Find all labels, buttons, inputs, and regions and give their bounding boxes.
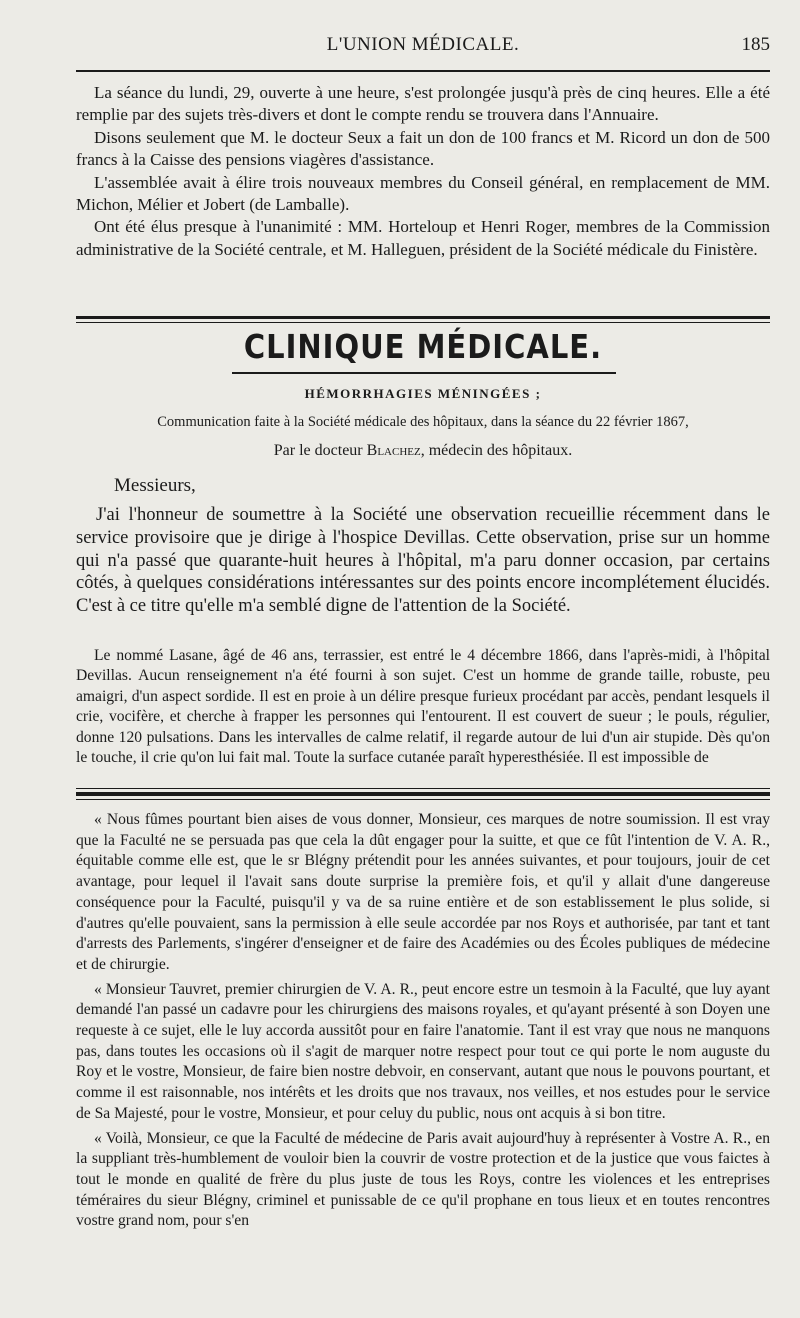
notes-divider-thick	[76, 792, 770, 796]
case-observation	[76, 646, 770, 768]
page-number: 185	[741, 34, 770, 55]
notes-divider-top	[76, 788, 770, 789]
report-paragraph: La séance du lundi, 29, ouverte à une heure, s'est prolongée jusqu'à près de cinq heures. Elle a été remplie par des sujets très-divers et dont le compte rendu se trouvera dans l'Annuaire.	[76, 83, 770, 125]
header-rule	[76, 70, 770, 72]
salutation: Messieurs,	[114, 475, 196, 496]
article-subtitle: HÉMORRHAGIES MÉNINGÉES ;	[304, 386, 542, 401]
feuilleton-paragraph: « Monsieur Tauvret, premier chirurgien de V. A. R., peut encore estre un tesmoin à la Faculté, que luy ayant demandé l'an passé un cadavre pour les chirurgiens des maisons royales, et qu'ayant présenté à son Doyen une requeste à ce sujet, elle le luy accorda aussitôt pour en faire l'anatomie. Tant il est vray que nous ne manquons pas, dans toutes les occasions où il s'agit de marquer notre respect pour tout ce qui porte le nom auguste du Roy et le vostre, Monsieur, de faire bien nostre debvoir, en conservant, autant que nous le pouvons pourtant, et comme il est raisonnable, nos intérêts et les droits que nos travaux, nos veilles, et nos estudes pour le service de Sa Majesté, pour le vostre, Monsieur, et pour celuy du public, nous ont acquis à si bon titre.	[76, 980, 770, 1122]
report-paragraph: Disons seulement que M. le docteur Seux a fait un don de 100 francs et M. Ricord un don de 500 francs à la Caisse des pensions viagères d'assistance.	[76, 127, 770, 170]
feuilleton-paragraph: « Nous fûmes pourtant bien aises de vous donner, Monsieur, ces marques de notre soumission. Il est vray que la Faculté ne se persuada pas que cela la dût engager pour la suitte, et que ce fût l'intention de V. A. R., équitable comme elle est, que le sr Blégny prétendit pour les années suivantes, et pour toujours, jouir de cet avantage, pour lequel il l'avait sans doute surprise la première fois, et qu'il y allait d'une dangereuse conséquence pour la Faculté, puisqu'il y va de sa ruine entière et de son establissement le plus solide, si d'autres qu'elle pouvaient, sans la permission à elle seule accordée par nos Roys et authorisée, par tant et tant d'arrests des Parlements, s'ingérer d'enseigner et de faire des Académies ou des Écoles publiques de médecine et de chirurgie.	[76, 811, 770, 973]
case-paragraph: Le nommé Lasane, âgé de 46 ans, terrassier, est entré le 4 décembre 1866, dans l'après-midi, à l'hôpital Devillas. Aucun renseignement n'a été fourni à son sujet. C'est un homme de grande taille, robuste, peu amaigri, d'un aspect sordide. Il est en proie à un délire presque furieux procédant par accès, pendant lesquels il crie, vocifère, et cherche à frapper les personnes qui l'entourent. Il est couvert de sueur ; le pouls, régulier, donne 120 pulsations. Dans les intervalles de calme relatif, il regarde autour de lui d'un air stupide. Dès qu'on le touche, il crie qu'on lui fait mal. Toute la surface cutanée paraît hyperesthésiée. Il est impossible de	[76, 647, 770, 767]
notes-divider-bottom	[76, 799, 770, 800]
speech-block	[76, 474, 770, 618]
running-header	[76, 34, 770, 58]
report-paragraph: L'assemblée avait à élire trois nouveaux membres du Conseil général, en remplacement de MM. Michon, Mélier et Jobert (de Lamballe).	[76, 172, 770, 215]
article-byline	[76, 442, 770, 460]
byline-suffix: , médecin des hôpitaux.	[420, 442, 573, 459]
author-name: Blachez	[366, 442, 421, 459]
journal-title: L'UNION MÉDICALE.	[326, 34, 520, 55]
section-divider-thin	[76, 322, 770, 323]
report-paragraph: Ont été élus presque à l'unanimité : MM. Horteloup et Henri Roger, membres de la Commission administrative de la Société centrale, et M. Halleguen, président de la Société médicale du Finistère.	[76, 217, 770, 259]
section-title: CLINIQUE MÉDICALE.	[243, 327, 603, 367]
speech-paragraph: J'ai l'honneur de soumettre à la Société une observation recueillie récemment dans le service provisoire que je dirige à l'hospice Devillas. Cette observation, prise sur un homme qui n'a passé que quarante-huit heures à l'hôpital, m'a paru donner occasion, par certains côtés, à quelques considérations intéressantes sur des points encore incomplétement élucidés. C'est à ce titre qu'elle m'a semblé digne de l'attention de la Société.	[76, 505, 770, 617]
feuilleton-paragraph: « Voilà, Monsieur, ce que la Faculté de médecine de Paris avait aujourd'huy à représenter à Vostre A. R., en la suppliant très-humblement de vouloir bien la couvrir de vostre protection et de la justice que vous faictes à tout le monde en qualité de frère du plus juste de tous les Roys, contre les violences et les entreprises téméraires du sieur Blégny, criminel et punissable de ce qu'il prophane en tous lieux et en toutes rencontres vostre grand nom, pour s'en	[76, 1129, 770, 1230]
byline-prefix: Par le docteur	[273, 442, 363, 459]
feuilleton-text	[76, 810, 770, 1236]
society-report	[76, 82, 770, 261]
section-title-underline	[232, 372, 616, 374]
communication-line: Communication faite à la Société médicale des hôpitaux, dans la séance du 22 février 1867,	[157, 414, 689, 430]
section-divider-thick	[76, 316, 770, 319]
